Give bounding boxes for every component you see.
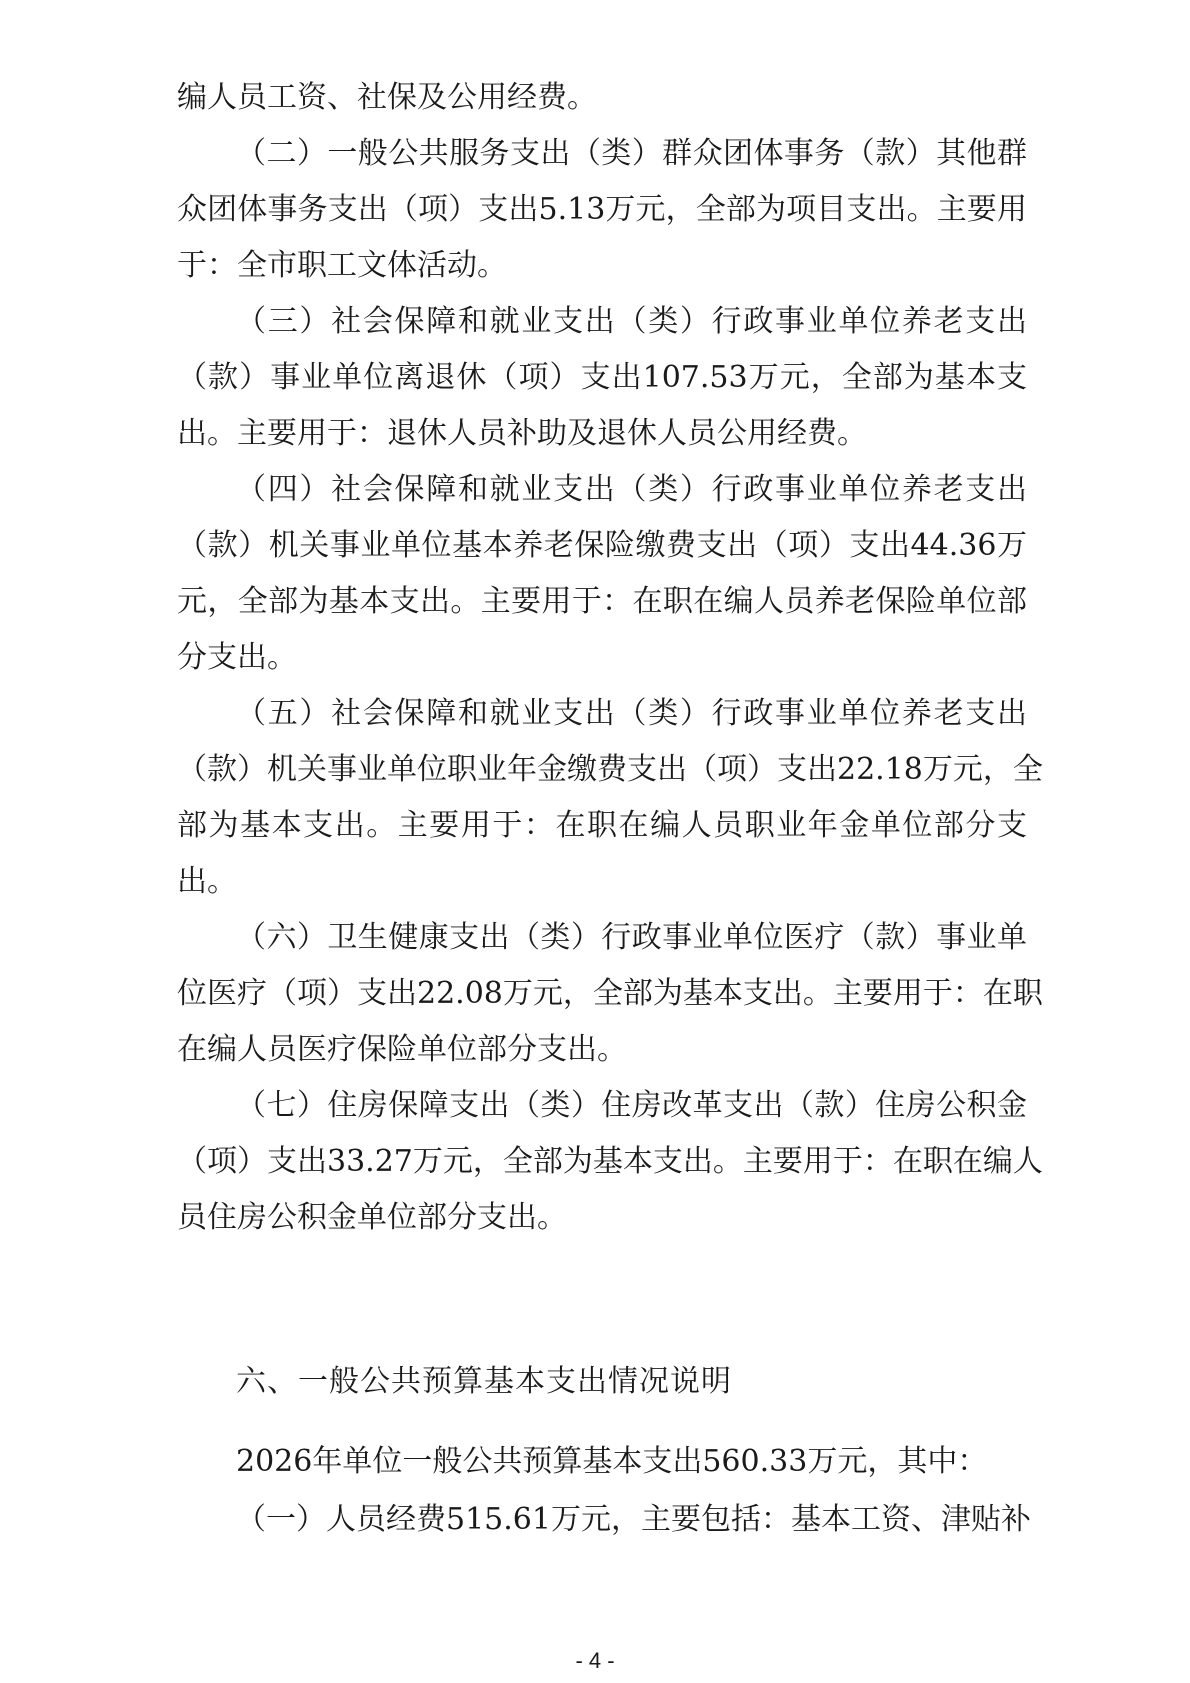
paragraph-line: （款）机关事业单位基本养老保险缴费支出（项）支出44.36万 (177, 528, 1027, 563)
paragraph-line: （款）机关事业单位职业年金缴费支出（项）支出22.18万元，全 (177, 752, 1043, 787)
paragraph-line: 员住房公积金单位部分支出。 (177, 1200, 567, 1235)
paragraph-line: 位医疗（项）支出22.08万元，全部为基本支出。主要用于：在职 (177, 976, 1043, 1011)
paragraph-line: 部为基本支出。主要用于：在职在编人员职业年金单位部分支 (177, 808, 1027, 843)
paragraph-line: 众团体事务支出（项）支出5.13万元，全部为项目支出。主要用 (177, 192, 1027, 227)
section-heading: 六、一般公共预算基本支出情况说明 (236, 1364, 732, 1399)
paragraph-line: （五）社会保障和就业支出（类）行政事业单位养老支出 (236, 696, 1027, 731)
paragraph-line: 出。 (177, 864, 237, 899)
page-number: - 4 - (575, 1648, 615, 1673)
paragraph-line: （二）一般公共服务支出（类）群众团体事务（款）其他群 (236, 136, 1027, 171)
paragraph-line: 编人员工资、社保及公用经费。 (177, 80, 597, 115)
paragraph-line: 分支出。 (177, 640, 297, 675)
paragraph-line: （三）社会保障和就业支出（类）行政事业单位养老支出 (236, 304, 1027, 339)
paragraph-line: （项）支出33.27万元，全部为基本支出。主要用于：在职在编人 (177, 1144, 1043, 1179)
paragraph-line: 在编人员医疗保险单位部分支出。 (177, 1032, 627, 1067)
paragraph-line: （六）卫生健康支出（类）行政事业单位医疗（款）事业单 (236, 920, 1027, 955)
paragraph-line: （四）社会保障和就业支出（类）行政事业单位养老支出 (236, 472, 1027, 507)
personnel-line: （一）人员经费515.61万元，主要包括：基本工资、津贴补 (236, 1502, 1031, 1537)
paragraph-line: （七）住房保障支出（类）住房改革支出（款）住房公积金 (236, 1088, 1027, 1123)
paragraph-line: （款）事业单位离退休（项）支出107.53万元，全部为基本支 (177, 360, 1027, 395)
paragraph-line: 元，全部为基本支出。主要用于：在职在编人员养老保险单位部 (177, 584, 1027, 619)
summary-line: 2026年单位一般公共预算基本支出560.33万元，其中： (236, 1444, 988, 1479)
paragraph-line: 于：全市职工文体活动。 (177, 248, 507, 283)
paragraph-line: 出。主要用于：退休人员补助及退休人员公用经费。 (177, 416, 867, 451)
